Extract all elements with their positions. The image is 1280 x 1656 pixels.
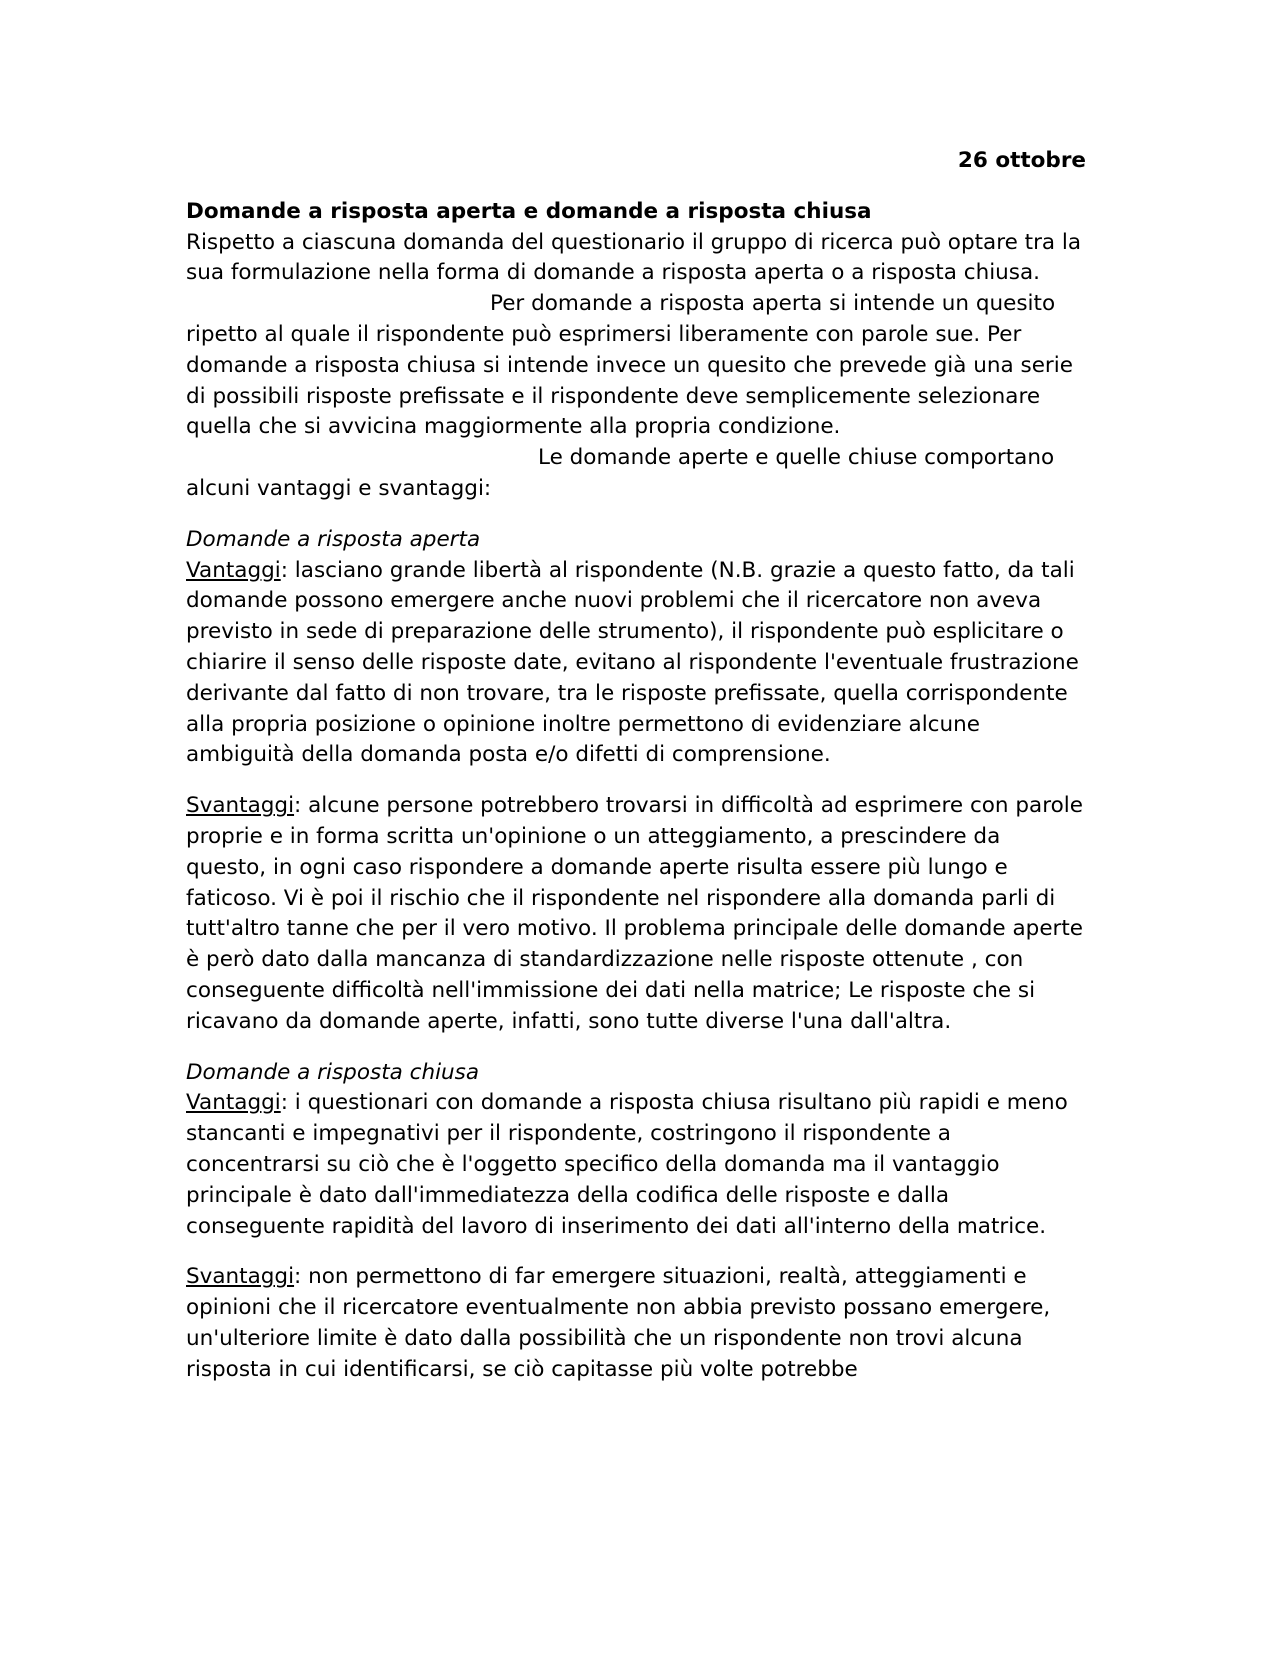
closed-questions-heading: Domande a risposta chiusa [186,1059,480,1085]
document-date: 26 ottobre [957,148,1086,173]
closed-disadvantages-text: : non permettono di far emergere situazioni, realtà, atteggiamenti e opinioni che il ricercatore eventualmente non abbia previsto possano emergere, un'ulteriore limite è dato dalla possibilità che un rispondente non trovi alcuna risposta in cui identificarsi, se ciò capitasse più volte potrebbe [186,1264,1051,1382]
document-title: Domande a risposta aperta e domande a risposta chiusa [186,198,872,224]
closed-disadvantages-label: Svantaggi [186,1264,295,1290]
open-disadvantages-paragraph [186,791,1086,1037]
closed-advantages-label: Vantaggi [186,1090,281,1116]
document-page [186,146,1086,1405]
open-disadvantages-text: : alcune persone potrebbero trovarsi in difficoltà ad esprimere con parole proprie e in forma scritta un'opinione o un atteggiamento, a prescindere da questo, in ogni caso rispondere a domande aperte risulta essere più lungo e faticoso. Vi è poi il rischio che il rispondente nel rispondere alla domanda parli di tutt'altro tanne che per il vero motivo. Il problema principale delle domande aperte è però dato dalla mancanza di standardizzazione nelle risposte ottenute , con conseguente difficoltà nell'immissione dei dati nella matrice; Le risposte che si ricavano da domande aperte, infatti, sono tutte diverse l'una dall'altra. [186,793,1084,1034]
intro-text-part1: Rispetto a ciascuna domanda del questionario il gruppo di ricerca può optare tra la sua formulazione nella forma di domande a risposta aperta o a risposta chiusa. [186,229,1082,286]
open-advantages-text: : lasciano grande libertà al rispondente (N.B. grazie a questo fatto, da tali domande possono emergere anche nuovi problemi che il ricercatore non aveva previsto in sede di preparazione delle strumento), il rispondente può esplicitare o chiarire il senso delle risposte date, evitano al rispondente l'eventuale frustrazione derivante dal fatto di non trovare, tra le risposte prefissate, quella corrispondente alla propria posizione o opinione inoltre permettono di evidenziare alcune ambiguità della domanda posta e/o difetti di comprensione. [186,557,1079,768]
closed-disadvantages-paragraph [186,1262,1086,1385]
closed-advantages-paragraph [186,1088,1086,1242]
open-advantages-paragraph [186,556,1086,772]
open-disadvantages-label: Svantaggi [186,793,295,819]
closed-advantages-text: : i questionari con domande a risposta chiusa risultano più rapidi e meno stancanti e impegnativi per il rispondente, costringono il rispondente a concentrarsi su ciò che è l'oggetto specifico della domanda ma il vantaggio principale è dato dall'immediatezza della codifica delle risposte e dalla conseguente rapidità del lavoro di inserimento dei dati all'interno della matrice. [186,1090,1068,1239]
intro-paragraph [186,228,1086,505]
intro-text-part3: Le domande aperte e quelle chiuse comportano alcuni vantaggi e svantaggi: [186,445,1055,501]
intro-text-part2: Per domande a risposta aperta si intende un quesito ripetto al quale il rispondente può esprimersi liberamente con parole sue. Per domande a risposta chiusa si intende invece un quesito che prevede già una serie di possibili risposte prefissate e il rispondente deve semplicemente selezionare quella che si avvicina maggiormente alla propria condizione. [186,291,1073,440]
open-questions-heading: Domande a risposta aperta [186,526,481,552]
open-advantages-label: Vantaggi [186,557,281,583]
